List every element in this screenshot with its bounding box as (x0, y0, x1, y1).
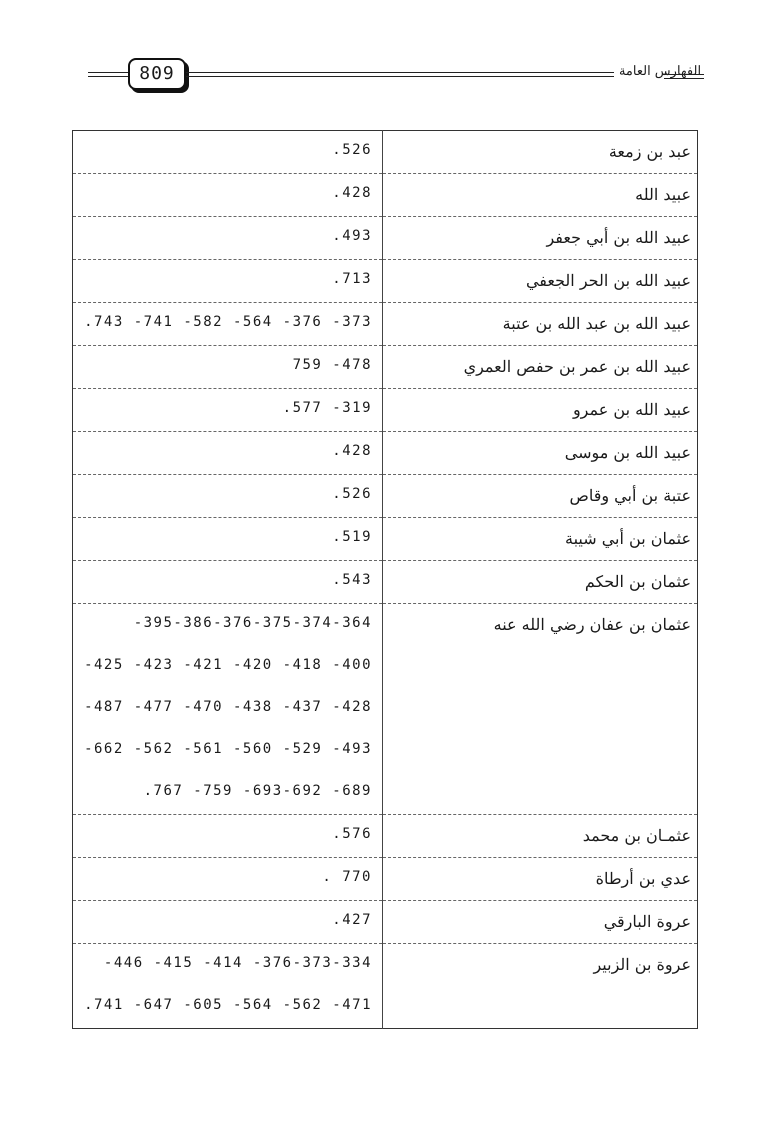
page-references: -425 -423 -421 -420 -418 -400 (84, 657, 372, 673)
entry-pages (73, 346, 383, 389)
page-references: .428 (332, 443, 372, 459)
entry-pages (73, 518, 383, 561)
entry-pages (73, 131, 383, 174)
entry-pages (73, 858, 383, 901)
entry-name: عبيد الله بن عبد الله بن عتبة (383, 303, 698, 346)
page-references: -395-386-376-375-374-364 (133, 615, 372, 631)
page-references: .543 (332, 572, 372, 588)
entry-name: عبيد الله بن موسى (383, 432, 698, 475)
entry-name: عثمان بن أبي شيبة (383, 518, 698, 561)
page-header (88, 56, 704, 96)
page-references: .428 (332, 185, 372, 201)
entry-pages (73, 475, 383, 518)
page-references: .577 -319 (282, 400, 372, 416)
header-rule-mid-2 (186, 76, 614, 77)
entry-pages (73, 604, 383, 815)
index-body (73, 131, 698, 1029)
entry-pages (73, 432, 383, 475)
table-row (73, 260, 698, 303)
header-rule-left-2 (88, 76, 132, 77)
table-row (73, 174, 698, 217)
table-row (73, 475, 698, 518)
entry-name: عبيد الله بن أبي جعفر (383, 217, 698, 260)
page-references: . 770 (322, 869, 372, 885)
entry-pages (73, 389, 383, 432)
index-table (72, 130, 698, 1029)
entry-name: عثمـان بن محمد (383, 815, 698, 858)
entry-name: عبيد الله بن عمر بن حفص العمري (383, 346, 698, 389)
page-references: .576 (332, 826, 372, 842)
table-row (73, 561, 698, 604)
page-references: .743 -741 -582 -564 -376 -373 (84, 314, 372, 330)
entry-name: عبيد الله بن الحر الجعفي (383, 260, 698, 303)
entry-name: عثمان بن الحكم (383, 561, 698, 604)
header-rule-mid (186, 72, 614, 73)
header-rule-right (664, 74, 704, 75)
entry-pages (73, 944, 383, 1029)
page-references: .526 (332, 486, 372, 502)
table-row (73, 346, 698, 389)
page-number: 809 (128, 58, 186, 90)
entry-name: عثمان بن عفان رضي الله عنه (383, 604, 698, 815)
table-row (73, 518, 698, 561)
table-row (73, 901, 698, 944)
table-row (73, 858, 698, 901)
page-references: .519 (332, 529, 372, 545)
entry-pages (73, 815, 383, 858)
table-row (73, 131, 698, 174)
page-references: .493 (332, 228, 372, 244)
page-references: .713 (332, 271, 372, 287)
entry-name: عبيد الله (383, 174, 698, 217)
table-row (73, 432, 698, 475)
entry-pages (73, 260, 383, 303)
entry-pages (73, 174, 383, 217)
entry-name: عدي بن أرطاة (383, 858, 698, 901)
entry-name: عروة بن الزبير (383, 944, 698, 1029)
running-title: الفهارس العامة (618, 64, 702, 79)
page-references: 759 -478 (292, 357, 372, 373)
page-references: -487 -477 -470 -438 -437 -428 (84, 699, 372, 715)
entry-pages (73, 561, 383, 604)
page-references: -446 -415 -414 -376-373-334 (103, 955, 372, 971)
entry-name: عبيد الله بن عمرو (383, 389, 698, 432)
entry-name: عبد بن زمعة (383, 131, 698, 174)
header-rule-left (88, 72, 132, 73)
table-row (73, 303, 698, 346)
page-references: .526 (332, 142, 372, 158)
entry-pages (73, 217, 383, 260)
page-references: .767 -759 -693-692 -689 (143, 783, 372, 799)
entry-name: عتبة بن أبي وقاص (383, 475, 698, 518)
page-references: .427 (332, 912, 372, 928)
header-rule-right-2 (664, 78, 704, 79)
table-row (73, 815, 698, 858)
entry-name: عروة البارقي (383, 901, 698, 944)
table-row (73, 604, 698, 815)
page-references: -662 -562 -561 -560 -529 -493 (84, 741, 372, 757)
table-row (73, 389, 698, 432)
page-references: .741 -647 -605 -564 -562 -471 (84, 997, 372, 1013)
entry-pages (73, 901, 383, 944)
table-row (73, 217, 698, 260)
table-row (73, 944, 698, 1029)
entry-pages (73, 303, 383, 346)
